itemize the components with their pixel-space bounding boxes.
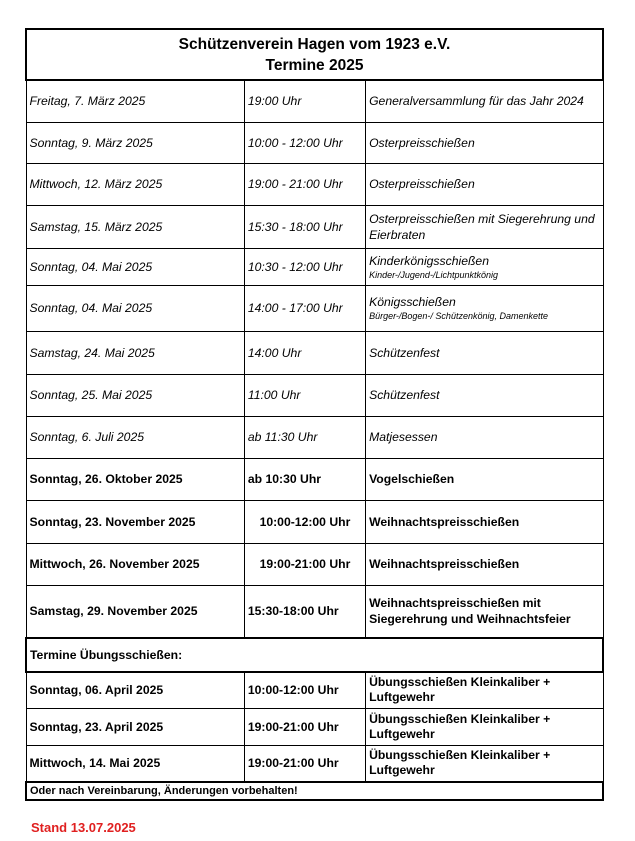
event-time: 15:30-18:00 Uhr [244, 585, 365, 638]
training-date: Mittwoch, 14. Mai 2025 [26, 745, 244, 782]
event-date: Samstag, 24. Mai 2025 [26, 331, 244, 374]
event-date: Sonntag, 26. Oktober 2025 [26, 458, 244, 500]
event-row [26, 500, 603, 543]
stand-date: Stand 13.07.2025 [31, 820, 136, 835]
event-time: 19:00 Uhr [244, 80, 365, 122]
event-title: Weihnachtspreisschießen [369, 514, 520, 529]
event-title-cell [366, 205, 603, 248]
event-title-cell [366, 80, 603, 122]
event-time: 10:00 - 12:00 Uhr [244, 122, 365, 163]
event-time: 10:30 - 12:00 Uhr [244, 248, 365, 285]
training-date: Sonntag, 23. April 2025 [26, 708, 244, 745]
event-date: Sonntag, 25. Mai 2025 [26, 374, 244, 416]
event-row [26, 205, 603, 248]
header-row [26, 29, 603, 80]
header-cell [26, 29, 603, 80]
training-date: Sonntag, 06. April 2025 [26, 672, 244, 708]
event-row [26, 163, 603, 205]
schedule-table [25, 28, 604, 801]
event-title: Vogelschießen [369, 472, 455, 486]
training-title: Übungsschießen Kleinkaliber + Luftgewehr [366, 708, 603, 745]
event-time: 19:00 - 21:00 Uhr [244, 163, 365, 205]
event-date: Sonntag, 23. November 2025 [26, 500, 244, 543]
event-title: Weihnachtspreisschießen [369, 557, 520, 571]
event-title-cell [366, 331, 603, 374]
event-title-cell [366, 374, 603, 416]
event-title-cell [366, 248, 603, 285]
event-date: Mittwoch, 12. März 2025 [26, 163, 244, 205]
event-title: Schützenfest [369, 345, 440, 360]
event-title-cell [366, 458, 603, 500]
event-title: Kinderkönigsschießen [369, 253, 489, 268]
training-time: 19:00-21:00 Uhr [244, 745, 365, 782]
club-title: Schützenverein Hagen vom 1923 e.V. [178, 36, 451, 53]
event-subtitle: Kinder-/Jugend-/Lichtpunktkönig [369, 269, 498, 280]
event-time: ab 10:30 Uhr [244, 458, 365, 500]
footer-row [26, 782, 603, 800]
event-date: Samstag, 29. November 2025 [26, 585, 244, 638]
event-time: 14:00 Uhr [244, 331, 365, 374]
event-title: Osterpreisschießen [369, 135, 475, 150]
footer-note: Oder nach Vereinbarung, Änderungen vorbehalten! [26, 782, 603, 800]
event-title: Generalversammlung für das Jahr 2024 [369, 94, 584, 109]
event-date: Freitag, 7. März 2025 [26, 80, 244, 122]
event-row [26, 285, 603, 331]
event-date: Sonntag, 04. Mai 2025 [26, 248, 244, 285]
event-title: Osterpreisschießen mit Siegerehrung und Eierbraten [369, 211, 595, 242]
training-title: Übungsschießen Kleinkaliber + Luftgewehr [366, 745, 603, 782]
event-time: 14:00 - 17:00 Uhr [244, 285, 365, 331]
event-row [26, 458, 603, 500]
event-row [26, 416, 603, 458]
event-row [26, 331, 603, 374]
event-title: Weihnachtspreisschießen mit Siegerehrung und Weihnachtsfeier [369, 596, 571, 627]
section-row [26, 638, 603, 672]
event-title-cell [366, 122, 603, 163]
event-title: Königsschießen [369, 295, 456, 309]
event-title-cell [366, 416, 603, 458]
event-title-cell [366, 285, 603, 331]
event-title-cell [366, 500, 603, 543]
event-title: Osterpreisschießen [369, 177, 475, 191]
event-title-cell [366, 585, 603, 638]
schedule-subtitle: Termine 2025 [265, 57, 364, 74]
event-title-cell [366, 163, 603, 205]
event-row [26, 543, 603, 585]
event-row [26, 248, 603, 285]
event-time: 11:00 Uhr [244, 374, 365, 416]
training-title: Übungsschießen Kleinkaliber + Luftgewehr [366, 672, 603, 708]
training-row [26, 745, 603, 782]
event-title-cell [366, 543, 603, 585]
event-time: 15:30 - 18:00 Uhr [244, 205, 365, 248]
training-time: 19:00-21:00 Uhr [244, 708, 365, 745]
event-date: Samstag, 15. März 2025 [26, 205, 244, 248]
training-row [26, 672, 603, 708]
event-row [26, 80, 603, 122]
section-label: Termine Übungsschießen: [26, 638, 603, 672]
event-title: Matjesessen [369, 430, 438, 444]
event-date: Sonntag, 04. Mai 2025 [26, 285, 244, 331]
event-time: 19:00-21:00 Uhr [244, 543, 365, 585]
training-row [26, 708, 603, 745]
event-row [26, 122, 603, 163]
schedule-sheet [25, 28, 604, 801]
event-date: Sonntag, 9. März 2025 [26, 122, 244, 163]
training-time: 10:00-12:00 Uhr [244, 672, 365, 708]
event-row [26, 585, 603, 638]
event-subtitle: Bürger-/Bogen-/ Schützenkönig, Damenkette [369, 311, 548, 321]
event-date: Sonntag, 6. Juli 2025 [26, 416, 244, 458]
event-row [26, 374, 603, 416]
event-time: ab 11:30 Uhr [244, 416, 365, 458]
event-title: Schützenfest [369, 388, 440, 402]
event-date: Mittwoch, 26. November 2025 [26, 543, 244, 585]
event-time: 10:00-12:00 Uhr [244, 500, 365, 543]
